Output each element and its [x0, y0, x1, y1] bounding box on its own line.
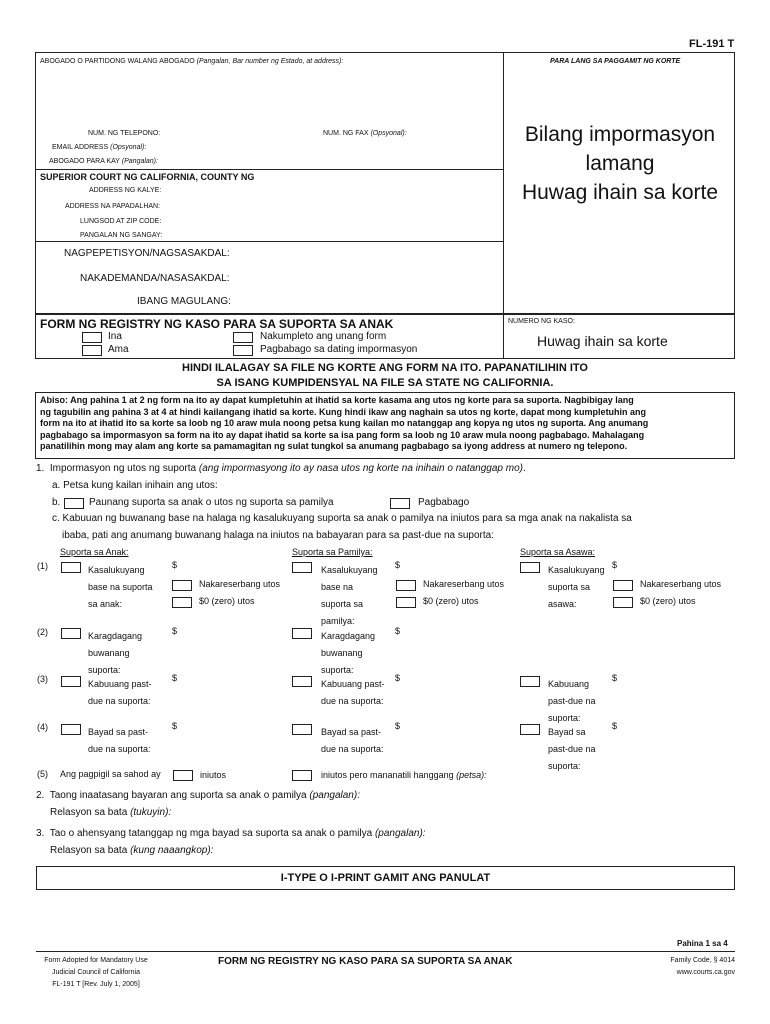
row1-family-label: Kasalukuyang base na suporta sa pamilya: — [321, 565, 378, 626]
row3-num: (3) — [37, 674, 48, 684]
footer-code: Family Code, § 4014 www.courts.ca.gov — [670, 957, 735, 976]
modification-label: Pagbabago — [418, 497, 470, 508]
item2-heading: 2. Taong inaatasang bayaran ang suporta sa anak o pamilya (pangalan): — [36, 790, 360, 801]
col-child-support: Suporta sa Anak: — [60, 547, 129, 557]
form-id: FL-191 T — [689, 38, 735, 50]
petitioner-label: NAGPEPETISYON/NAGSASAKDAL: — [64, 248, 230, 259]
page-number: Pahina 1 sa 4 — [677, 939, 728, 948]
row1-family-zero-checkbox[interactable] — [396, 597, 416, 608]
attorney-for-label: ABOGADO PARA KAY (Pangalan): — [49, 158, 158, 165]
row2-num: (2) — [37, 627, 48, 637]
row1-child-reserved-checkbox[interactable] — [172, 580, 192, 591]
row4-num: (4) — [37, 722, 48, 732]
wage-ordered-label: iniutos — [200, 770, 227, 780]
row4-spousal-dollar: $ — [612, 721, 618, 731]
row4-family-dollar: $ — [395, 721, 401, 731]
row1-spousal-reserved-checkbox[interactable] — [613, 580, 633, 591]
row2-child-label: Karagdagang buwanang suporta: — [88, 631, 143, 675]
row3-family-checkbox[interactable] — [292, 676, 312, 687]
branch-label: PANGALAN NG SANGAY: — [80, 232, 163, 239]
row1-family-reserved-label: Nakareserbang utos — [423, 579, 505, 589]
father-label: Ama — [108, 344, 129, 355]
row1-child-label: Kasalukuyang base na suporta sa anak: — [88, 565, 153, 609]
row1-family-dollar: $ — [395, 560, 401, 570]
item1-heading: 1. Impormasyon ng utos ng suporta (ang impormasyong ito ay nasa utos ng korte na inihain o natanggap mo). — [36, 463, 526, 474]
item1a-label: a. Petsa kung kailan inihain ang utos: — [52, 480, 218, 491]
row1-spousal-dollar: $ — [612, 560, 618, 570]
row1-num: (1) — [37, 561, 48, 571]
row4-spousal-checkbox[interactable] — [520, 724, 540, 735]
row1-family-checkbox[interactable] — [292, 562, 312, 573]
col-family-support: Suporta sa Pamilya: — [292, 547, 373, 557]
row4-family-checkbox[interactable] — [292, 724, 312, 735]
adoption-info: Form Adopted for Mandatory Use Judicial Council of California FL-191 T [Rev. July 1, 2005] — [44, 957, 148, 988]
row3-family-label: Kabuuang past- due na suporta: — [321, 679, 385, 706]
phone-label: NUM. NG TELEPONO: — [88, 130, 161, 137]
row3-spousal-checkbox[interactable] — [520, 676, 540, 687]
row5-num: (5) — [37, 769, 48, 779]
row1-spousal-reserved-label: Nakareserbang utos — [640, 579, 722, 589]
row4-spousal-label: Bayad sa past-due na suporta: — [548, 727, 596, 771]
initial-order-label: Paunang suporta sa anak o utos ng suporta sa pamilya — [89, 497, 334, 508]
wage-ordered-checkbox[interactable] — [173, 770, 193, 781]
respondent-label: NAKADEMANDA/NASASAKDAL: — [80, 273, 230, 284]
initial-form-checkbox[interactable] — [233, 332, 253, 343]
footer-title: FORM NG REGISTRY NG KASO PARA SA SUPORTA SA ANAK — [218, 956, 513, 967]
row1-spousal-zero-label: $0 (zero) utos — [640, 596, 696, 606]
type-print-label: I-TYPE O I-PRINT GAMIT ANG PANULAT — [280, 872, 491, 884]
change-info-checkbox[interactable] — [233, 345, 253, 356]
row2-child-checkbox[interactable] — [61, 628, 81, 639]
case-number-label: NUMERO NG KASO: — [508, 318, 575, 325]
row4-family-label: Bayad sa past- due na suporta: — [321, 727, 384, 754]
other-parent-label: IBANG MAGULANG: — [137, 296, 231, 307]
row1-child-dollar: $ — [172, 560, 178, 570]
info-only-stamp: Bilang impormasyon lamang Huwag ihain sa korte — [521, 123, 719, 204]
city-zip-label: LUNGSOD AT ZIP CODE: — [80, 218, 162, 225]
change-info-label: Pagbabago sa dating impormasyon — [260, 344, 418, 355]
row1-family-zero-label: $0 (zero) utos — [423, 596, 479, 606]
row2-family-label: Karagdagang buwanang suporta: — [321, 631, 376, 675]
item3-relationship: Relasyon sa bata (kung naaangkop): — [50, 845, 214, 856]
row1-child-zero-checkbox[interactable] — [172, 597, 192, 608]
row3-family-dollar: $ — [395, 673, 401, 683]
row2-family-checkbox[interactable] — [292, 628, 312, 639]
initial-form-label: Nakumpleto ang unang form — [260, 331, 387, 342]
row4-child-dollar: $ — [172, 721, 178, 731]
item1b-label: b. — [52, 497, 61, 508]
row1-family-reserved-checkbox[interactable] — [396, 580, 416, 591]
row4-child-label: Bayad sa past- due na suporta: — [88, 727, 151, 754]
item2-relationship: Relasyon sa bata (tukuyin): — [50, 807, 172, 818]
wage-stayed-checkbox[interactable] — [292, 770, 312, 781]
mother-label: Ina — [108, 331, 122, 342]
fax-label: NUM. NG FAX (Opsyonal): — [323, 130, 407, 137]
row2-child-dollar: $ — [172, 626, 178, 636]
item3-heading: 3. Tao o ahensyang tatanggap ng mga bayad sa suporta sa anak o pamilya (pangalan): — [36, 828, 426, 839]
mailing-label: ADDRESS NA PAPADALHAN: — [65, 203, 161, 210]
email-label: EMAIL ADDRESS (Opsyonal): — [52, 144, 147, 151]
row5-label: Ang pagpigil sa sahod ay — [60, 769, 161, 779]
court-name-label: SUPERIOR COURT NG CALIFORNIA, COUNTY NG — [40, 172, 255, 182]
form-title: FORM NG REGISTRY NG KASO PARA SA SUPORTA SA ANAK — [40, 317, 394, 331]
row1-child-reserved-label: Nakareserbang utos — [199, 579, 281, 589]
street-label: ADDRESS NG KALYE: — [89, 187, 162, 194]
do-not-file-notice: HINDI ILALAGAY SA FILE NG KORTE ANG FORM NA ITO. PAPANATILIHIN ITO SA ISANG KUMPIDENSYAL NA FILE SA STATE NG CALIFORNIA. — [182, 362, 588, 389]
row3-child-checkbox[interactable] — [61, 676, 81, 687]
court-use-label: PARA LANG SA PAGGAMIT NG KORTE — [550, 58, 681, 65]
item1c-line1: c. Kabuuan ng buwanang base na halaga ng kasalukuyang suporta sa anak o pamilya na iniutos para sa mga anak na nakalista sa — [52, 513, 632, 524]
row1-spousal-zero-checkbox[interactable] — [613, 597, 633, 608]
item1c-line2: ibaba, pati ang anumang buwanang halaga na iniutos na babayaran para sa past-due na suporta: — [62, 530, 494, 541]
row1-child-zero-label: $0 (zero) utos — [199, 596, 255, 606]
row1-spousal-label: Kasalukuyang suporta sa asawa: — [548, 565, 605, 609]
row4-child-checkbox[interactable] — [61, 724, 81, 735]
row3-child-label: Kabuuang past- due na suporta: — [88, 679, 152, 706]
case-number-note: Huwag ihain sa korte — [537, 333, 668, 349]
row1-spousal-checkbox[interactable] — [520, 562, 540, 573]
wage-stayed-label: iniutos pero mananatili hanggang (petsa): — [321, 770, 487, 780]
row3-spousal-label: Kabuuang past-due na suporta: — [548, 679, 596, 723]
col-spousal-support: Suporta sa Asawa: — [520, 547, 596, 557]
row3-child-dollar: $ — [172, 673, 178, 683]
row2-family-dollar: $ — [395, 626, 401, 636]
attorney-label: ABOGADO O PARTIDONG WALANG ABOGADO (Pangalan, Bar number ng Estado, at address): — [40, 58, 344, 65]
row1-child-checkbox[interactable] — [61, 562, 81, 573]
initial-order-checkbox[interactable] — [64, 498, 84, 509]
modification-checkbox[interactable] — [390, 498, 410, 509]
row3-spousal-dollar: $ — [612, 673, 618, 683]
mother-checkbox[interactable] — [82, 332, 102, 343]
notice-text: Abiso: Ang pahina 1 at 2 ng form na ito ay dapat kumpletuhin at ihatid sa korte kasama ang utos ng korte para sa suporta. Nagbibigay lang ng tagubilin ang pahina 3 at 4 at hindi kailangang ihatid sa korte. Kung hindi ikaw ang naghain sa utos ng korte, dapat mong kumpletuhin ang form na ito at ihatid ito sa korte sa loob ng 10 araw mula noong petsa kung kailan mo natanggap ang kopya ng utos ng suporta. Ang anumang pagbabago sa impormasyon sa form na ito ay dapat ihatid sa korte sa isa pang form sa loob ng 10 araw mula noong pagbabago. Mahalagang panatilihin mong may alam ang korte sa pamamagitan ng sulat tungkol sa anumang pagbabago sa iyong address at numero ng telepono. — [40, 395, 649, 452]
father-checkbox[interactable] — [82, 345, 102, 356]
